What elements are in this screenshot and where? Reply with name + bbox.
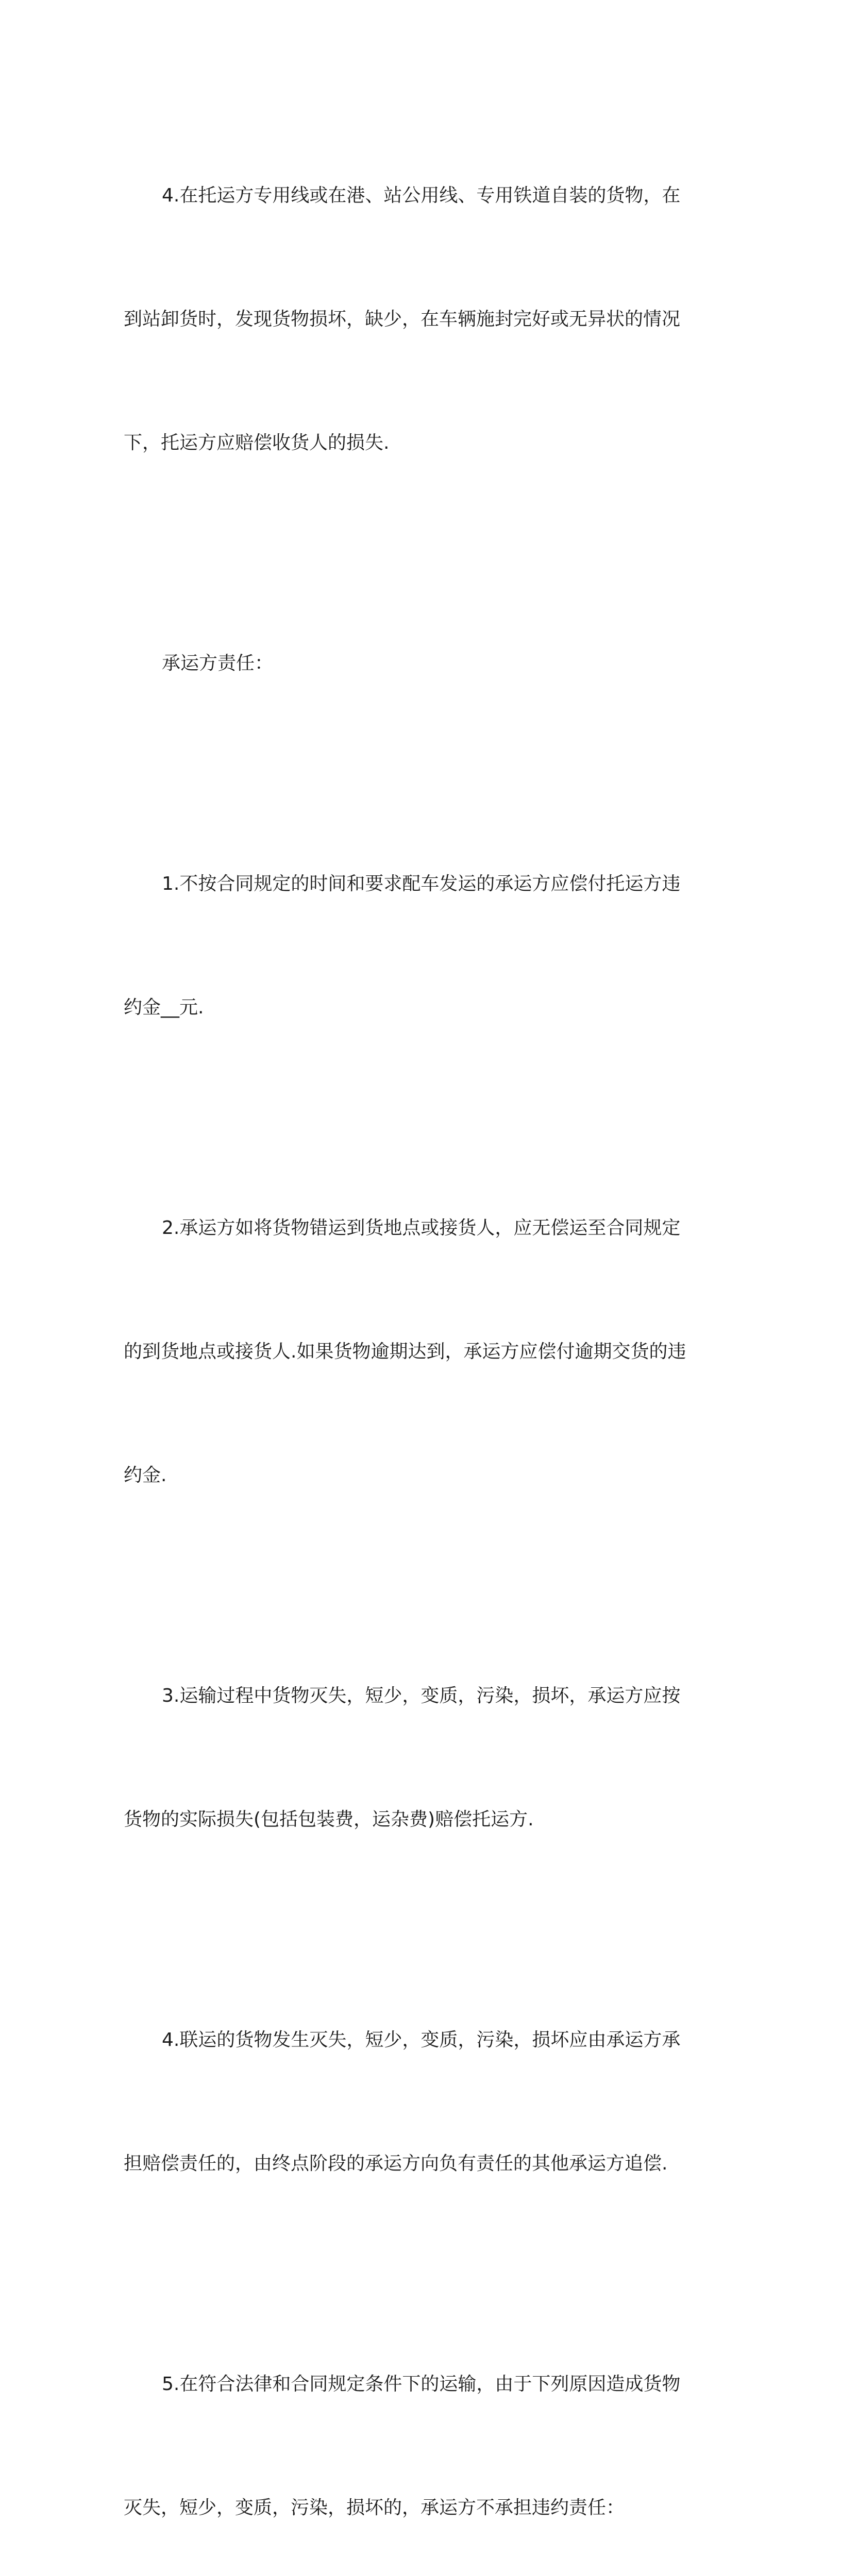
text-line: 5.在符合法律和合同规定条件下的运输，由于下列原因造成货物	[162, 2374, 681, 2395]
paragraph-carrier-3	[124, 1593, 711, 1923]
text-line: 到站卸货时，发现货物损坏，缺少，在车辆施封完好或无异状的情况	[124, 309, 681, 330]
paragraph-shipper-liability-4	[124, 93, 711, 546]
text-line: 4.联运的货物发生灭失，短少，变质，污染，损坏应由承运方承	[162, 2029, 681, 2050]
text-line: 1.不按合同规定的时间和要求配车发运的承运方应偿付托运方违	[162, 873, 681, 894]
paragraph-carrier-4	[124, 1937, 711, 2267]
text-line: 约金.	[124, 1465, 167, 1486]
text-line: 的到货地点或接货人.如果货物逾期达到，承运方应偿付逾期交货的违	[124, 1341, 686, 1362]
paragraph-carrier-1	[124, 781, 711, 1111]
text-line: 承运方责任：	[162, 653, 274, 674]
text-line: 担赔偿责任的，由终点阶段的承运方向负有责任的其他承运方追偿.	[124, 2153, 668, 2174]
text-line: 2.承运方如将货物错运到货地点或接货人，应无偿运至合同规定	[162, 1217, 681, 1239]
text-line: 约金__元.	[124, 997, 204, 1018]
text-line: 3.运输过程中货物灭失，短少，变质，污染，损坏，承运方应按	[162, 1685, 681, 1706]
paragraph-carrier-5	[124, 2281, 711, 2576]
text-line: 货物的实际损失(包括包装费，运杂费)赔偿托运方.	[124, 1809, 534, 1830]
text-line: 灭失，短少，变质，污染，损坏的，承运方不承担违约责任：	[124, 2497, 625, 2518]
section-heading-carrier-liability	[124, 561, 711, 767]
text-line: 4.在托运方专用线或在港、站公用线、专用铁道自装的货物，在	[162, 185, 681, 206]
document-body	[124, 93, 711, 2576]
paragraph-carrier-2	[124, 1125, 711, 1579]
text-line: 下，托运方应赔偿收货人的损失.	[124, 432, 390, 453]
